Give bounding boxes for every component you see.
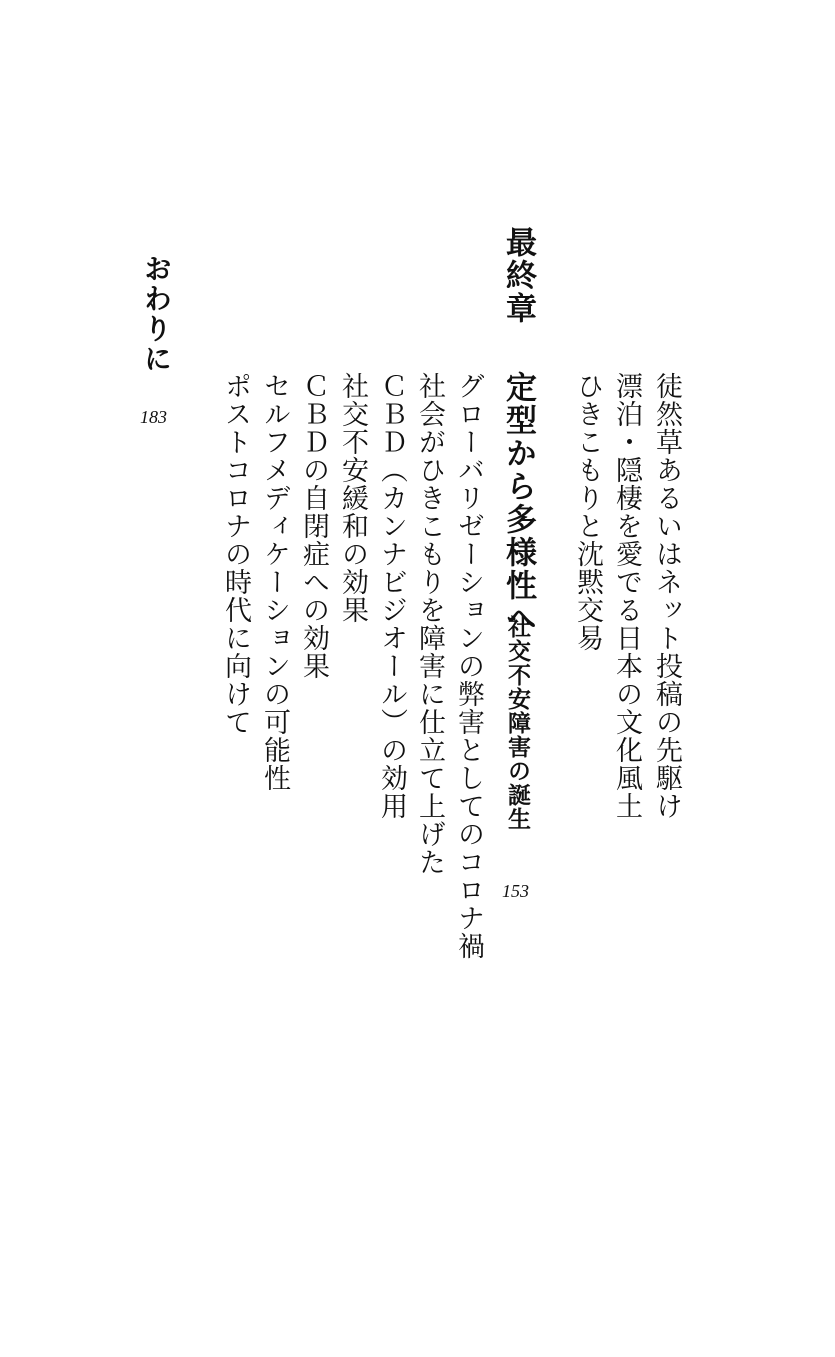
chapter-page-number: 153 xyxy=(502,881,529,901)
toc-section-entry: 社会がひきこもりを障害に仕立て上げた xyxy=(414,372,445,876)
chapter-subtitle: 社交不安障害の誕生 xyxy=(504,615,530,831)
toc-section-entry: 社交不安緩和の効果 xyxy=(337,372,368,624)
toc-section-entry: 漂泊・隠棲を愛でる日本の文化風土 xyxy=(611,372,642,820)
toc-section-entry: ＣＢＤの自閉症への効果 xyxy=(298,372,329,680)
toc-section-entry: ポストコロナの時代に向けて xyxy=(220,372,251,736)
toc-section-entry: 徒然草あるいはネット投稿の先駆け xyxy=(651,372,682,820)
toc-section-entry: ひきこもりと沈黙交易 xyxy=(572,372,603,652)
toc-section-entry: セルフメディケーションの可能性 xyxy=(259,372,290,792)
closing-page-number: 183 xyxy=(140,407,167,427)
chapter-title: 定型から多様性へ xyxy=(500,371,536,635)
toc-section-entry: グローバリゼーションの弊害としてのコロナ禍 xyxy=(453,372,484,960)
toc-section-entry: ＣＢＤ（カンナビジオール）の効用 xyxy=(376,372,407,820)
chapter-label: 最終章 xyxy=(500,226,536,325)
chapter-heading xyxy=(500,226,536,635)
closing-title: おわりに xyxy=(140,254,173,374)
